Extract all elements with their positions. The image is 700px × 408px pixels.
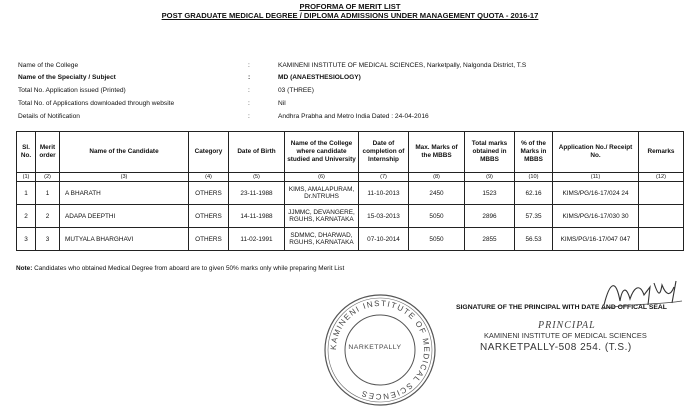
header-cell: Total marks obtained in MBBS [465,132,515,173]
total-marks-cell: 1523 [465,182,515,205]
total-marks-cell: 2896 [465,205,515,228]
internship-cell: 11-10-2013 [359,182,409,205]
header-cell: Merit order [36,132,60,173]
dob-cell: 11-02-1991 [229,228,285,251]
document-subtitle: POST GRADUATE MEDICAL DEGREE / DIPLOMA ADMISSIONS UNDER MANAGEMENT QUOTA - 2016-17 [161,11,539,20]
note-text: Note: Candidates who obtained Medical Degree from aboard are to given 50% marks only while preparing Merit List [16,265,345,272]
sl-no-cell: 2 [17,205,36,228]
category-cell: OTHERS [189,182,229,205]
document-title: PROFORMA OF MERIT LIST [299,2,401,11]
remarks-cell [639,205,684,228]
max-marks-cell: 5050 [409,205,465,228]
column-number: (3) [60,173,189,182]
max-marks-cell: 2450 [409,182,465,205]
college-cell: SDMMC, DHARWAD, RGUHS, KARNATAKA [285,228,359,251]
header-cell: Date of completion of Internship [359,132,409,173]
column-number: (7) [359,173,409,182]
header-cell: Name of the Candidate [60,132,189,173]
column-number: (12) [639,173,684,182]
column-number: (10) [515,173,553,182]
merit-order-cell: 1 [36,182,60,205]
percent-cell: 57.35 [515,205,553,228]
table-header-row [17,132,684,173]
column-number: (6) [285,173,359,182]
column-number: (9) [465,173,515,182]
dob-cell: 23-11-1988 [229,182,285,205]
merit-table [16,131,684,251]
principal-stamp-institute: KAMINENI INSTITUTE OF MEDICAL SCIENCES [484,331,647,340]
principal-stamp-title: PRINCIPAL [538,320,596,331]
header-cell: Max. Marks of the MBBS [409,132,465,173]
header-cell: Remarks [639,132,684,173]
remarks-cell [639,228,684,251]
signature-caption: SIGNATURE OF THE PRINCIPAL WITH DATE AND OFFICAL SEAL [456,304,667,311]
table-row [17,182,684,205]
column-number: (1) [17,173,36,182]
college-cell: KIMS, AMALAPURAM, Dr.NTRUHS [285,182,359,205]
table-row [17,205,684,228]
merit-order-cell: 3 [36,228,60,251]
category-cell: OTHERS [189,205,229,228]
sl-no-cell: 1 [17,182,36,205]
merit-order-cell: 2 [36,205,60,228]
seal-center-text: NARKETPALLY [348,344,402,351]
header-cell: Name of the College where candidate studied and University [285,132,359,173]
dob-cell: 14-11-1988 [229,205,285,228]
percent-cell: 56.53 [515,228,553,251]
internship-cell: 15-03-2013 [359,205,409,228]
principal-stamp-address: NARKETPALLY-508 254. (T.S.) [480,342,632,353]
handwritten-signature-icon [600,275,684,311]
application-no-cell: KIMS/PG/16-17/030 30 [553,205,639,228]
column-number: (2) [36,173,60,182]
internship-cell: 07-10-2014 [359,228,409,251]
max-marks-cell: 5050 [409,228,465,251]
table-row [17,228,684,251]
seal-ring-text: KAMINENI INSTITUTE OF MEDICAL SCIENCES [328,298,432,402]
header-cell: Category [189,132,229,173]
remarks-cell [639,182,684,205]
percent-cell: 62.16 [515,182,553,205]
application-no-cell: KIMS/PG/16-17/047 047 [553,228,639,251]
header-cell: Date of Birth [229,132,285,173]
candidate-name-cell: MUTYALA BHARGHAVI [60,228,189,251]
sl-no-cell: 3 [17,228,36,251]
college-cell: JJMMC, DEVANGERE, RGUHS, KARNATAKA [285,205,359,228]
application-no-cell: KIMS/PG/16-17/024 24 [553,182,639,205]
total-marks-cell: 2855 [465,228,515,251]
candidate-name-cell: A BHARATH [60,182,189,205]
column-number: (4) [189,173,229,182]
column-number: (5) [229,173,285,182]
column-number: (11) [553,173,639,182]
column-number: (8) [409,173,465,182]
candidate-name-cell: ADAPA DEEPTHI [60,205,189,228]
column-number-row [17,173,684,182]
header-cell: Application No./ Receipt No. [553,132,639,173]
header-cell: Sl. No. [17,132,36,173]
header-cell: % of the Marks in MBBS [515,132,553,173]
category-cell: OTHERS [189,228,229,251]
